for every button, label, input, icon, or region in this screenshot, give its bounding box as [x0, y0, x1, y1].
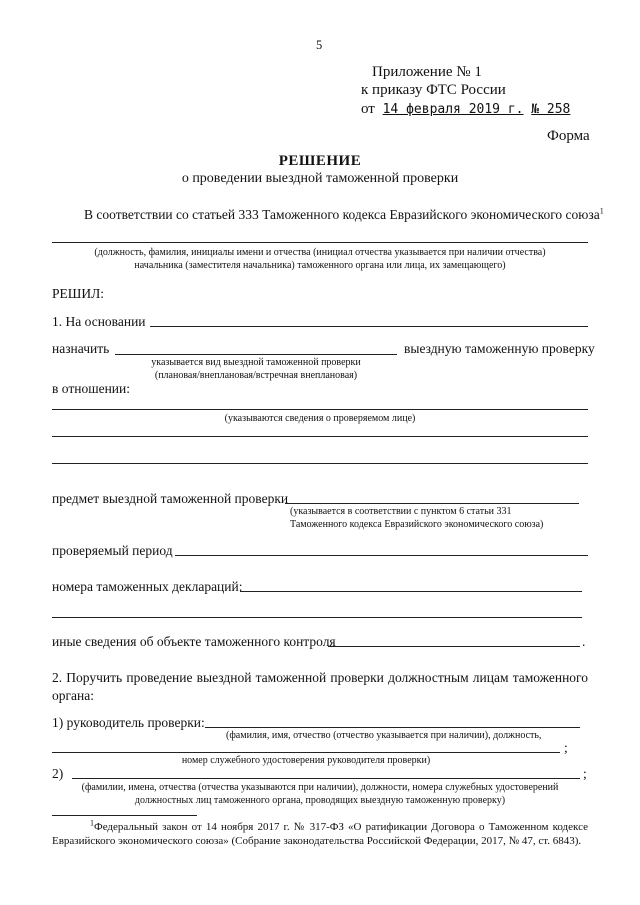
- others-end: ;: [583, 766, 587, 781]
- footnote-mark: 1: [90, 818, 94, 828]
- others-line: [72, 778, 580, 779]
- page-number: 5: [316, 38, 323, 52]
- basis-label: 1. На основании: [52, 314, 146, 329]
- head-line-1: [205, 727, 580, 728]
- form-label: Форма: [547, 128, 590, 144]
- intro-text: [84, 207, 604, 223]
- regarding-label: в отношении:: [52, 381, 131, 396]
- footnote: [52, 820, 588, 848]
- item2-text: 2. Поручить проведение выездной таможенной проверки должностным лицам таможенного органа:: [52, 670, 588, 703]
- order-reference: к приказу ФТС России: [361, 82, 506, 98]
- subject-label: предмет выездной таможенной проверки: [52, 491, 289, 506]
- head-label: 1) руководитель проверки:: [52, 715, 205, 730]
- assign-line: [115, 354, 397, 355]
- head-line-2: [52, 752, 560, 753]
- decided-label: РЕШИЛ:: [52, 286, 105, 301]
- official-line: [52, 242, 588, 243]
- order-date: 14 февраля 2019 г.: [382, 102, 524, 117]
- subject-line: [285, 503, 579, 504]
- others-hint-1: (фамилии, имена, отчества (отчества указываются при наличии), должности, номера служебных удостоверений: [81, 782, 559, 793]
- head-end: ;: [564, 740, 568, 755]
- regarding-hint: (указываются сведения о проверяемом лице): [224, 413, 416, 424]
- regarding-line-1: [52, 409, 588, 410]
- footnote-separator: [52, 815, 197, 816]
- other-info-label: иные сведения об объекте таможенного контроля: [52, 634, 336, 649]
- others-hint-2: должностных лиц таможенного органа, проводящих выездную таможенную проверку): [134, 795, 506, 806]
- subject-hint-2: Таможенного кодекса Евразийского экономического союза): [290, 519, 544, 530]
- assign-label: назначить: [52, 341, 110, 356]
- order-date-prefix: от: [361, 101, 375, 117]
- basis-line: [150, 326, 588, 327]
- head-hint-1: (фамилия, имя, отчество (отчество указывается при наличии), должность,: [226, 730, 542, 741]
- official-hint-1: (должность, фамилия, инициалы имени и отчества (инициал отчества указывается при наличии отчества): [94, 247, 546, 258]
- order-number: № 258: [531, 102, 571, 117]
- check-type-hint-1: указывается вид выездной таможенной проверки: [151, 357, 361, 368]
- regarding-line-3: [52, 463, 588, 464]
- other-info-end: .: [582, 634, 586, 649]
- declarations-line-1: [240, 591, 582, 592]
- assign-suffix: выездную таможенную проверку: [404, 341, 595, 356]
- document-subtitle: о проведении выездной таможенной проверки: [181, 171, 459, 186]
- declarations-line-2: [52, 617, 582, 618]
- order-date-line: [361, 101, 570, 118]
- document-title: РЕШЕНИЕ: [278, 153, 362, 169]
- others-label: 2): [52, 766, 64, 781]
- period-line: [175, 555, 588, 556]
- period-label: проверяемый период: [52, 543, 173, 558]
- official-hint-2: начальника (заместителя начальника) таможенного органа или лица, их замещающего): [134, 260, 506, 271]
- head-hint-2: номер служебного удостоверения руководителя проверки): [181, 755, 431, 766]
- other-info-line: [328, 646, 580, 647]
- appendix-title: Приложение № 1: [372, 64, 482, 80]
- subject-hint-1: (указывается в соответствии с пунктом 6 статьи 331: [290, 506, 512, 517]
- regarding-line-2: [52, 436, 588, 437]
- footnote-ref: 1: [599, 206, 604, 216]
- intro-text-body: В соответствии со статьей 333 Таможенного кодекса Евразийского экономического союза: [84, 207, 600, 222]
- declarations-label: номера таможенных деклараций:: [52, 579, 243, 594]
- footnote-text: Федеральный закон от 14 ноября 2017 г. № 317-ФЗ «О ратификации Договора о Таможенном кодексе Евразийского экономического союза» (Собрание законодательства Российской Федерации, 2017, № 47, ст. 6843).: [52, 821, 588, 847]
- check-type-hint-2: (плановая/внеплановая/встречная внеплановая): [154, 370, 358, 381]
